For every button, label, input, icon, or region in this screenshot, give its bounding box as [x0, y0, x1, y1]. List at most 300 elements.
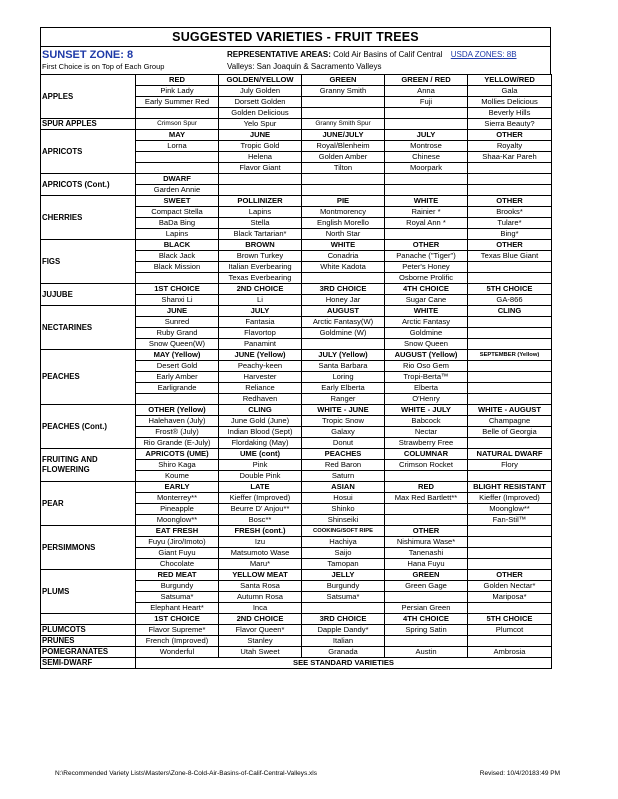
- column-header: 3RD CHOICE: [302, 284, 385, 295]
- category-label: APPLES: [41, 75, 136, 119]
- variety-cell: Kieffer (Improved): [468, 493, 552, 504]
- header-row: [41, 449, 552, 460]
- variety-cell: Monterrey**: [136, 493, 219, 504]
- column-header: YELLOW MEAT: [219, 570, 302, 581]
- variety-cell: [385, 185, 468, 196]
- variety-cell: [468, 185, 552, 196]
- variety-cell: Babcock: [385, 416, 468, 427]
- column-header: JULY: [219, 306, 302, 317]
- variety-cell: Halehaven (July): [136, 416, 219, 427]
- variety-cell: Honey Jar: [302, 295, 385, 306]
- variety-cell: Lapins: [136, 229, 219, 240]
- column-header: RED MEAT: [136, 570, 219, 581]
- column-header: OTHER: [385, 526, 468, 537]
- variety-cell: [468, 603, 552, 614]
- column-header: FRESH (cont.): [219, 526, 302, 537]
- column-header: OTHER (Yellow): [136, 405, 219, 416]
- variety-cell: Red Baron: [302, 460, 385, 471]
- variety-cell: Compact Stella: [136, 207, 219, 218]
- variety-cell: Koume: [136, 471, 219, 482]
- variety-cell: Peachy-keen: [219, 361, 302, 372]
- variety-cell: [136, 108, 219, 119]
- category-label: POMEGRANATES: [41, 647, 136, 658]
- variety-cell: BaDa Bing: [136, 218, 219, 229]
- variety-cell: [302, 185, 385, 196]
- variety-cell: Black Mission: [136, 262, 219, 273]
- variety-cell: Sugar Cane: [385, 295, 468, 306]
- column-header: GREEN: [385, 570, 468, 581]
- variety-cell: Peter's Honey: [385, 262, 468, 273]
- variety-sheet: [40, 27, 551, 669]
- variety-cell: Austin: [385, 647, 468, 658]
- variety-cell: [302, 273, 385, 284]
- variety-cell: Satsuma*: [136, 592, 219, 603]
- variety-cell: Shaa-Kar Pareh: [468, 152, 552, 163]
- column-header: OTHER: [468, 196, 552, 207]
- representative-label: REPRESENTATIVE AREAS:: [227, 50, 331, 59]
- variety-cell: Fan-Stil™: [468, 515, 552, 526]
- variety-cell: White Kadota: [302, 262, 385, 273]
- variety-cell: Moonglow**: [136, 515, 219, 526]
- variety-cell: Flavor Queen*: [219, 625, 302, 636]
- column-header: JUNE (Yellow): [219, 350, 302, 361]
- column-header: JULY (Yellow): [302, 350, 385, 361]
- variety-cell: Moorpark: [385, 163, 468, 174]
- variety-cell: Shinko: [302, 504, 385, 515]
- variety-cell: Chocolate: [136, 559, 219, 570]
- column-header: COLUMNAR: [385, 449, 468, 460]
- variety-cell: [468, 394, 552, 405]
- variety-cell: Anna: [385, 86, 468, 97]
- variety-cell: English Morello: [302, 218, 385, 229]
- column-header: [468, 174, 552, 185]
- column-header: GREEN: [302, 75, 385, 86]
- variety-cell: Goldmine: [385, 328, 468, 339]
- variety-cell: [219, 185, 302, 196]
- column-header: JELLY: [302, 570, 385, 581]
- column-header: PEACHES: [302, 449, 385, 460]
- column-header: UME (cont): [219, 449, 302, 460]
- column-header: 1ST CHOICE: [136, 614, 219, 625]
- variety-cell: Gala: [468, 86, 552, 97]
- column-header: 5TH CHOICE: [468, 284, 552, 295]
- variety-cell: Panamint: [219, 339, 302, 350]
- header-row: [41, 196, 552, 207]
- variety-cell: Saijo: [302, 548, 385, 559]
- variety-cell: Osborne Prolific: [385, 273, 468, 284]
- variety-cell: [468, 537, 552, 548]
- variety-cell: Hana Fuyu: [385, 559, 468, 570]
- representative-areas: Cold Air Basins of Calif Central: [333, 50, 443, 59]
- variety-cell: Beverly Hills: [468, 108, 552, 119]
- variety-cell: Pink Lady: [136, 86, 219, 97]
- variety-cell: Shiro Kaga: [136, 460, 219, 471]
- column-header: JUNE: [136, 306, 219, 317]
- variety-cell: Helena: [219, 152, 302, 163]
- variety-cell: [302, 603, 385, 614]
- variety-cell: [385, 229, 468, 240]
- variety-cell: Hosui: [302, 493, 385, 504]
- variety-cell: [468, 438, 552, 449]
- column-header: 1ST CHOICE: [136, 284, 219, 295]
- variety-cell: Utah Sweet: [219, 647, 302, 658]
- variety-cell: Flavortop: [219, 328, 302, 339]
- column-header: 3RD CHOICE: [302, 614, 385, 625]
- variety-cell: Maru*: [219, 559, 302, 570]
- column-header: DWARF: [136, 174, 219, 185]
- column-header: AUGUST (Yellow): [385, 350, 468, 361]
- variety-cell: [468, 636, 552, 647]
- header-row: [41, 350, 552, 361]
- variety-cell: Flordaking (May): [219, 438, 302, 449]
- variety-cell: GA-866: [468, 295, 552, 306]
- variety-cell: Reliance: [219, 383, 302, 394]
- variety-cell: Mollies Delicious: [468, 97, 552, 108]
- header-row: [41, 570, 552, 581]
- column-header: PIE: [302, 196, 385, 207]
- category-label: SPUR APPLES: [41, 119, 136, 130]
- column-header: GREEN / RED: [385, 75, 468, 86]
- column-header: YELLOW/RED: [468, 75, 552, 86]
- column-header: EARLY: [136, 482, 219, 493]
- column-header: RED: [136, 75, 219, 86]
- usda-zones-link[interactable]: USDA ZONES: 8B: [450, 50, 517, 59]
- variety-cell: Donut: [302, 438, 385, 449]
- variety-cell: Stanley: [219, 636, 302, 647]
- variety-cell: Tropic Gold: [219, 141, 302, 152]
- column-header: 2ND CHOICE: [219, 284, 302, 295]
- variety-cell: [385, 636, 468, 647]
- valleys-text: Valleys: San Joaquin & Sacramento Valleys: [227, 62, 382, 71]
- variety-cell: Crimson Spur: [136, 119, 219, 130]
- variety-cell: Black Jack: [136, 251, 219, 262]
- column-header: AUGUST: [302, 306, 385, 317]
- variety-cell: Kieffer (Improved): [219, 493, 302, 504]
- variety-cell: Arctic Fantasy: [385, 317, 468, 328]
- category-label: FIGS: [41, 240, 136, 284]
- column-header: RED: [385, 482, 468, 493]
- variety-cell: Elephant Heart*: [136, 603, 219, 614]
- variety-cell: Montmorency: [302, 207, 385, 218]
- category-label: PLUMCOTS: [41, 625, 136, 636]
- variety-cell: Black Tartarian*: [219, 229, 302, 240]
- variety-cell: Montrose: [385, 141, 468, 152]
- header-row: [41, 174, 552, 185]
- variety-cell: Loring: [302, 372, 385, 383]
- column-header: [219, 174, 302, 185]
- variety-cell: Early Summer Red: [136, 97, 219, 108]
- variety-cell: Ruby Grand: [136, 328, 219, 339]
- variety-cell: Tilton: [302, 163, 385, 174]
- column-header: MAY (Yellow): [136, 350, 219, 361]
- category-label: PEACHES (Cont.): [41, 405, 136, 449]
- variety-cell: Tanenashi: [385, 548, 468, 559]
- variety-cell: Bing*: [468, 229, 552, 240]
- header-row: [41, 482, 552, 493]
- variety-cell: Rio Oso Gem: [385, 361, 468, 372]
- variety-cell: Burgundy: [136, 581, 219, 592]
- first-choice-note: First Choice is on Top of Each Group: [42, 62, 165, 71]
- column-header: CLING: [468, 306, 552, 317]
- column-header: SWEET: [136, 196, 219, 207]
- variety-cell: Royal Ann *: [385, 218, 468, 229]
- variety-cell: Ranger: [302, 394, 385, 405]
- variety-cell: June Gold (June): [219, 416, 302, 427]
- variety-cell: Desert Gold: [136, 361, 219, 372]
- variety-cell: Golden Amber: [302, 152, 385, 163]
- variety-cell: Bosc**: [219, 515, 302, 526]
- column-header: LATE: [219, 482, 302, 493]
- variety-cell: Pink: [219, 460, 302, 471]
- column-header: APRICOTS (UME): [136, 449, 219, 460]
- variety-cell: Golden Nectar*: [468, 581, 552, 592]
- variety-cell: July Golden: [219, 86, 302, 97]
- column-header: [302, 174, 385, 185]
- variety-cell: [136, 163, 219, 174]
- column-header: WHITE - JUNE: [302, 405, 385, 416]
- variety-cell: [302, 97, 385, 108]
- column-header: NATURAL DWARF: [468, 449, 552, 460]
- column-header: JUNE/JULY: [302, 130, 385, 141]
- variety-cell: Granada: [302, 647, 385, 658]
- table-row: [41, 658, 552, 669]
- variety-cell: Nishimura Wase*: [385, 537, 468, 548]
- variety-cell: Mariposa*: [468, 592, 552, 603]
- variety-cell: Plumcot: [468, 625, 552, 636]
- variety-cell: Autumn Rosa: [219, 592, 302, 603]
- column-header: 2ND CHOICE: [219, 614, 302, 625]
- column-header: 4TH CHOICE: [385, 614, 468, 625]
- variety-cell: Brooks*: [468, 207, 552, 218]
- variety-cell: Yelo Spur: [219, 119, 302, 130]
- column-header: WHITE - JULY: [385, 405, 468, 416]
- column-header: GOLDEN/YELLOW: [219, 75, 302, 86]
- header-row: [41, 405, 552, 416]
- variety-cell: [136, 152, 219, 163]
- category-label: NECTARINES: [41, 306, 136, 350]
- variety-cell: Brown Turkey: [219, 251, 302, 262]
- variety-cell: [468, 559, 552, 570]
- variety-cell: Strawberry Free: [385, 438, 468, 449]
- variety-cell: Texas Everbearing: [219, 273, 302, 284]
- column-header: OTHER: [468, 130, 552, 141]
- variety-cell: Rio Grande (E-July): [136, 438, 219, 449]
- sunset-zone: SUNSET ZONE: 8: [42, 49, 134, 61]
- variety-cell: Flory: [468, 460, 552, 471]
- table-row: [41, 647, 552, 658]
- table-row: [41, 636, 552, 647]
- column-header: EAT FRESH: [136, 526, 219, 537]
- column-header: OTHER: [468, 570, 552, 581]
- category-label: PEAR: [41, 482, 136, 526]
- footer: [55, 770, 560, 777]
- variety-cell: Granny Smith: [302, 86, 385, 97]
- variety-cell: Fantasia: [219, 317, 302, 328]
- variety-cell: Harvester: [219, 372, 302, 383]
- variety-cell: [468, 339, 552, 350]
- variety-cell: [136, 394, 219, 405]
- variety-cell: Dapple Dandy*: [302, 625, 385, 636]
- column-header: [468, 526, 552, 537]
- column-header: OTHER: [385, 240, 468, 251]
- category-label: SEMI-DWARF: [41, 658, 136, 669]
- variety-cell: Frost® (July): [136, 427, 219, 438]
- category-label: APRICOTS (Cont.): [41, 174, 136, 196]
- variety-cell: Pineapple: [136, 504, 219, 515]
- variety-cell: [385, 119, 468, 130]
- variety-cell: Fuyu (Jiro/Imoto): [136, 537, 219, 548]
- variety-cell: O'Henry: [385, 394, 468, 405]
- variety-cell: [468, 328, 552, 339]
- variety-cell: Texas Blue Giant: [468, 251, 552, 262]
- variety-cell: Earligrande: [136, 383, 219, 394]
- variety-cell: Tropic Snow: [302, 416, 385, 427]
- variety-cell: Beurre D' Anjou**: [219, 504, 302, 515]
- variety-cell: Arctic Fantasy(W): [302, 317, 385, 328]
- variety-cell: Shanxi Li: [136, 295, 219, 306]
- table-row: [41, 119, 552, 130]
- variety-cell: Belle of Georgia: [468, 427, 552, 438]
- variety-cell: Snow Queen: [385, 339, 468, 350]
- variety-cell: Conadria: [302, 251, 385, 262]
- variety-cell: Santa Rosa: [219, 581, 302, 592]
- column-header: JULY: [385, 130, 468, 141]
- see-standard-note: SEE STANDARD VARIETIES: [136, 658, 552, 669]
- variety-cell: [468, 383, 552, 394]
- column-header: COOKING/SOFT RIPE: [302, 526, 385, 537]
- variety-cell: Granny Smith Spur: [302, 119, 385, 130]
- variety-cell: Golden Delicious: [219, 108, 302, 119]
- variety-cell: Indian Blood (Sept): [219, 427, 302, 438]
- variety-cell: Tamopan: [302, 559, 385, 570]
- variety-cell: [468, 163, 552, 174]
- variety-cell: Sunred: [136, 317, 219, 328]
- variety-cell: Redhaven: [219, 394, 302, 405]
- variety-cell: Saturn: [302, 471, 385, 482]
- category-label: PRUNES: [41, 636, 136, 647]
- variety-cell: Hachiya: [302, 537, 385, 548]
- category-label: PEACHES: [41, 350, 136, 405]
- column-header: SEPTEMBER (Yellow): [468, 350, 552, 361]
- variety-cell: Izu: [219, 537, 302, 548]
- variety-cell: Lapins: [219, 207, 302, 218]
- column-header: OTHER: [468, 240, 552, 251]
- variety-cell: [468, 471, 552, 482]
- variety-cell: Italian: [302, 636, 385, 647]
- variety-cell: [468, 548, 552, 559]
- column-header: MAY: [136, 130, 219, 141]
- variety-cell: [385, 471, 468, 482]
- variety-cell: Goldmine (W): [302, 328, 385, 339]
- category-label: CHERRIES: [41, 196, 136, 240]
- variety-cell: Giant Fuyu: [136, 548, 219, 559]
- zone-block: [41, 47, 227, 74]
- variety-cell: Matsumoto Wase: [219, 548, 302, 559]
- variety-cell: Li: [219, 295, 302, 306]
- variety-cell: Santa Barbara: [302, 361, 385, 372]
- column-header: CLING: [219, 405, 302, 416]
- variety-cell: [302, 339, 385, 350]
- variety-cell: Spring Satin: [385, 625, 468, 636]
- column-header: BLIGHT RESISTANT: [468, 482, 552, 493]
- sheet-header: [40, 46, 551, 74]
- variety-cell: Tropi-Berta™: [385, 372, 468, 383]
- column-header: WHITE: [385, 306, 468, 317]
- variety-cell: Green Gage: [385, 581, 468, 592]
- variety-cell: [468, 317, 552, 328]
- column-header: WHITE: [385, 196, 468, 207]
- variety-cell: Royal/Blenheim: [302, 141, 385, 152]
- category-label: PERSIMMONS: [41, 526, 136, 570]
- variety-cell: Crimson Rocket: [385, 460, 468, 471]
- variety-cell: Fuji: [385, 97, 468, 108]
- category-label: APRICOTS: [41, 130, 136, 174]
- variety-cell: Persian Green: [385, 603, 468, 614]
- column-header: WHITE: [302, 240, 385, 251]
- variety-cell: Panache ("Tiger"): [385, 251, 468, 262]
- page-title: SUGGESTED VARIETIES - FRUIT TREES: [40, 27, 551, 46]
- column-header: BLACK: [136, 240, 219, 251]
- variety-cell: French (Improved): [136, 636, 219, 647]
- variety-cell: [385, 515, 468, 526]
- variety-cell: Sierra Beauty?: [468, 119, 552, 130]
- variety-cell: [302, 108, 385, 119]
- header-row: [41, 284, 552, 295]
- areas-block: [227, 47, 550, 74]
- variety-cell: Dorsett Golden: [219, 97, 302, 108]
- variety-cell: Champagne: [468, 416, 552, 427]
- variety-cell: Max Red Bartlett**: [385, 493, 468, 504]
- variety-cell: Flavor Giant: [219, 163, 302, 174]
- variety-cell: Snow Queen(W): [136, 339, 219, 350]
- variety-cell: Rainier *: [385, 207, 468, 218]
- header-row: [41, 306, 552, 317]
- column-header: WHITE - AUGUST: [468, 405, 552, 416]
- variety-cell: [468, 273, 552, 284]
- variety-cell: Early Amber: [136, 372, 219, 383]
- category-label: FRUITING AND FLOWERING: [41, 449, 136, 482]
- variety-cell: [468, 262, 552, 273]
- header-row: [41, 240, 552, 251]
- variety-cell: Royalty: [468, 141, 552, 152]
- category-label: [41, 614, 136, 625]
- category-label: PLUMS: [41, 570, 136, 614]
- variety-cell: Lorna: [136, 141, 219, 152]
- table-row: [41, 625, 552, 636]
- variety-cell: Moonglow**: [468, 504, 552, 515]
- variety-cell: Wonderful: [136, 647, 219, 658]
- variety-cell: Early Elberta: [302, 383, 385, 394]
- category-label: JUJUBE: [41, 284, 136, 306]
- variety-cell: [385, 592, 468, 603]
- variety-cell: Nectar: [385, 427, 468, 438]
- variety-cell: Double Pink: [219, 471, 302, 482]
- footer-path: N:\Recommended Variety Lists\Masters\Zone-8-Cold-Air-Basins-of-Calif-Central-Valleys.xls: [55, 770, 318, 777]
- variety-cell: Italian Everbearing: [219, 262, 302, 273]
- variety-cell: Garden Annie: [136, 185, 219, 196]
- variety-cell: Shinseiki: [302, 515, 385, 526]
- variety-cell: [136, 273, 219, 284]
- column-header: [385, 174, 468, 185]
- column-header: 5TH CHOICE: [468, 614, 552, 625]
- variety-cell: [468, 361, 552, 372]
- variety-cell: Stella: [219, 218, 302, 229]
- header-row: [41, 526, 552, 537]
- variety-cell: North Star: [302, 229, 385, 240]
- column-header: BROWN: [219, 240, 302, 251]
- variety-cell: Elberta: [385, 383, 468, 394]
- column-header: POLLINIZER: [219, 196, 302, 207]
